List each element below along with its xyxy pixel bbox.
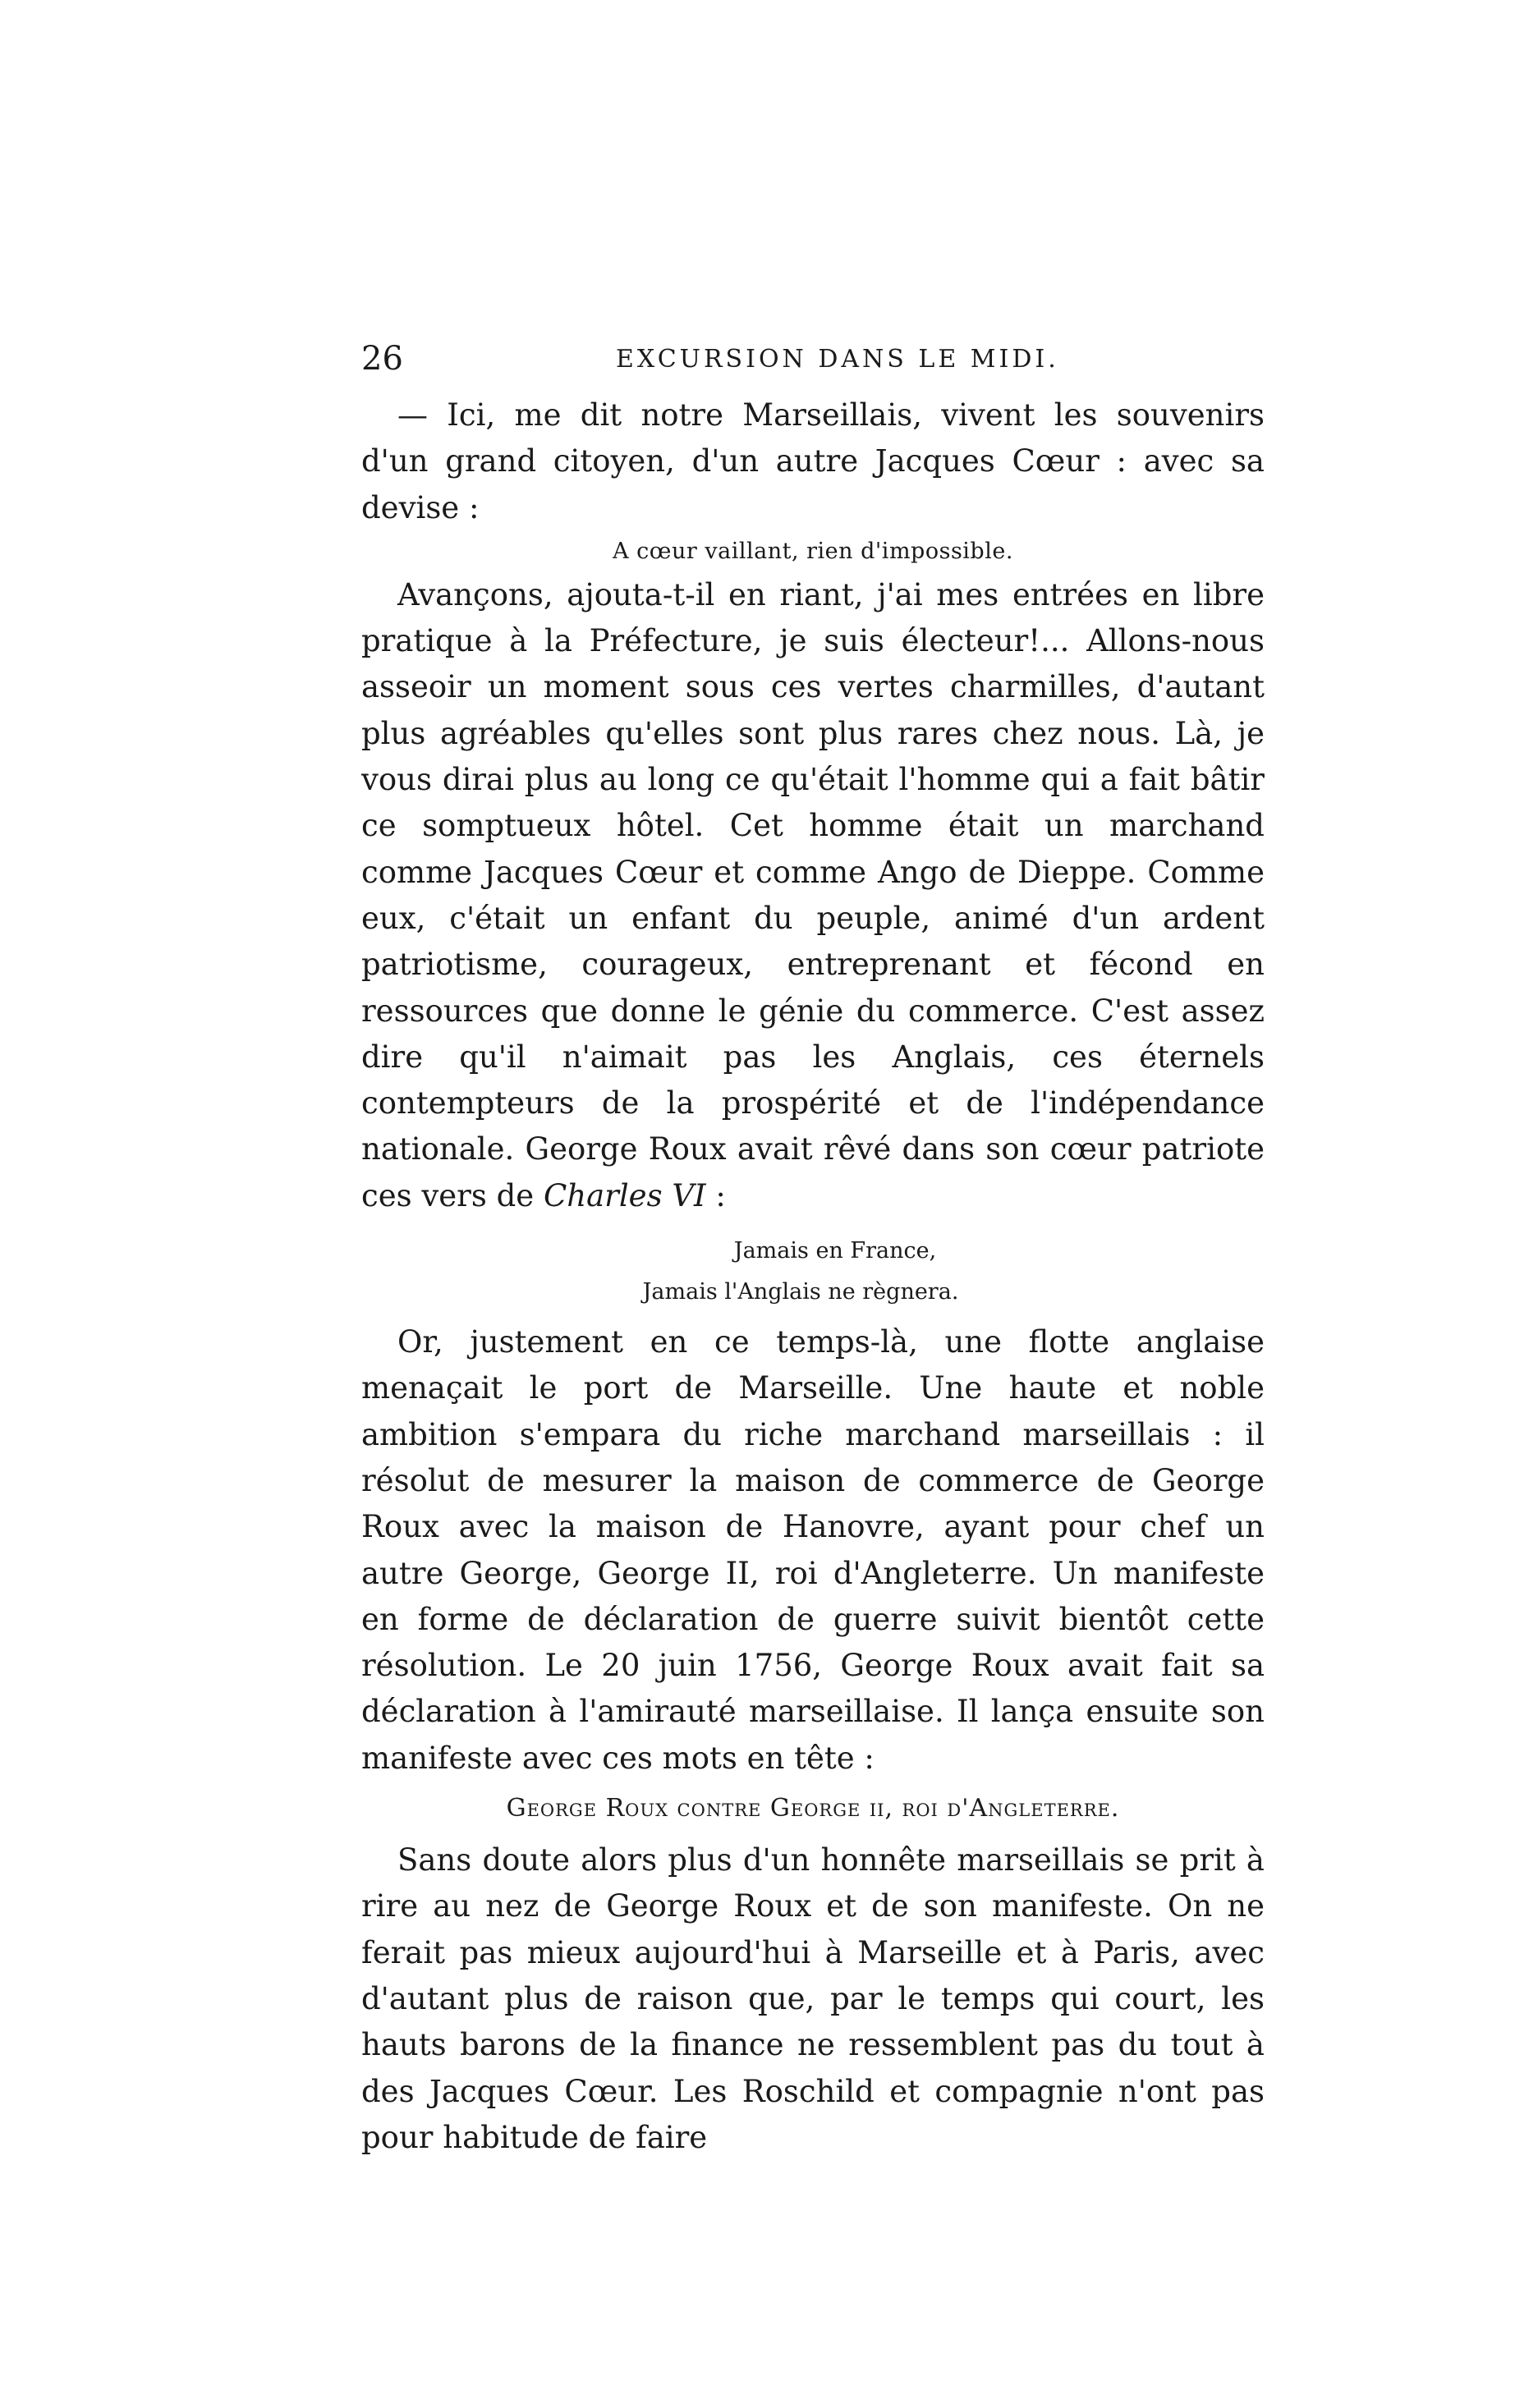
- verse-line: Jamais l'Anglais ne règnera.: [642, 1279, 959, 1305]
- page-number: 26: [361, 340, 403, 378]
- paragraph-2: [361, 572, 1265, 1219]
- paragraph-4: Sans doute alors plus d'un honnête marseillais se prit à rire au nez de George Roux et de son manifeste. On ne ferait pas mieux aujourd'hui à Marseille et à Paris, avec d'autant plus de raison que, par le temps qui court, les hauts barons de la finance ne ressemblent pas du tout à des Jacques Cœur. Les Roschild et compagnie n'ont pas pour habitude de faire: [361, 1842, 1265, 2155]
- body-text: [361, 392, 1265, 2161]
- paragraph-3: Or, justement en ce temps-là, une flotte anglaise menaçait le port de Marseille. Une haute et noble ambition s'empara du riche marchand marseillais : il résolut de mesurer la maison de commerce de George Roux avec la maison de Hanovre, ayant pour chef un autre George, George II, roi d'Angleterre. Un manifeste en forme de déclaration de guerre suivit bientôt cette résolution. Le 20 juin 1756, George Roux avait fait sa déclaration à l'amirauté marseillaise. Il lança ensuite son manifeste avec ces mots en tête :: [361, 1324, 1265, 1776]
- paragraph-1: — Ici, me dit notre Marseillais, vivent les souvenirs d'un grand citoyen, d'un autre Jacques Cœur : avec sa devise :: [361, 397, 1265, 525]
- page-header: [361, 338, 1273, 379]
- verse-quote: [361, 1231, 1265, 1313]
- verse-line: Jamais en France,: [733, 1238, 937, 1264]
- paragraph-2-text: Avançons, ajouta-t-il en riant, j'ai mes entrées en libre pratique à la Préfecture, je suis électeur!... Allons-nous asseoir un moment sous ces vertes charmilles, d'autant plus agréables qu'elles sont plus rares chez nous. Là, je vous dirai plus au long ce qu'était l'homme qui a fait bâtir ce somptueux hôtel. Cet homme était un marchand comme Jacques Cœur et comme Ango de Dieppe. Comme eux, c'était un enfant du peuple, animé d'un ardent patriotisme, courageux, entreprenant et fécond en ressources que donne le génie du commerce. C'est assez dire qu'il n'aimait pas les Anglais, ces éternels contempteurs de la prospérité et de l'indépendance nationale. George Roux avait rêvé dans son cœur patriote ces vers de: [361, 576, 1265, 1213]
- play-title: Charles VI: [543, 1177, 706, 1213]
- manifesto-heading: George Roux contre George ii, roi d'Angleterre.: [506, 1794, 1120, 1823]
- paragraph-2-end: :: [705, 1177, 726, 1213]
- motto-line: A cœur vaillant, rien d'impossible.: [613, 538, 1013, 564]
- running-head: EXCURSION DANS LE MIDI.: [616, 345, 1059, 374]
